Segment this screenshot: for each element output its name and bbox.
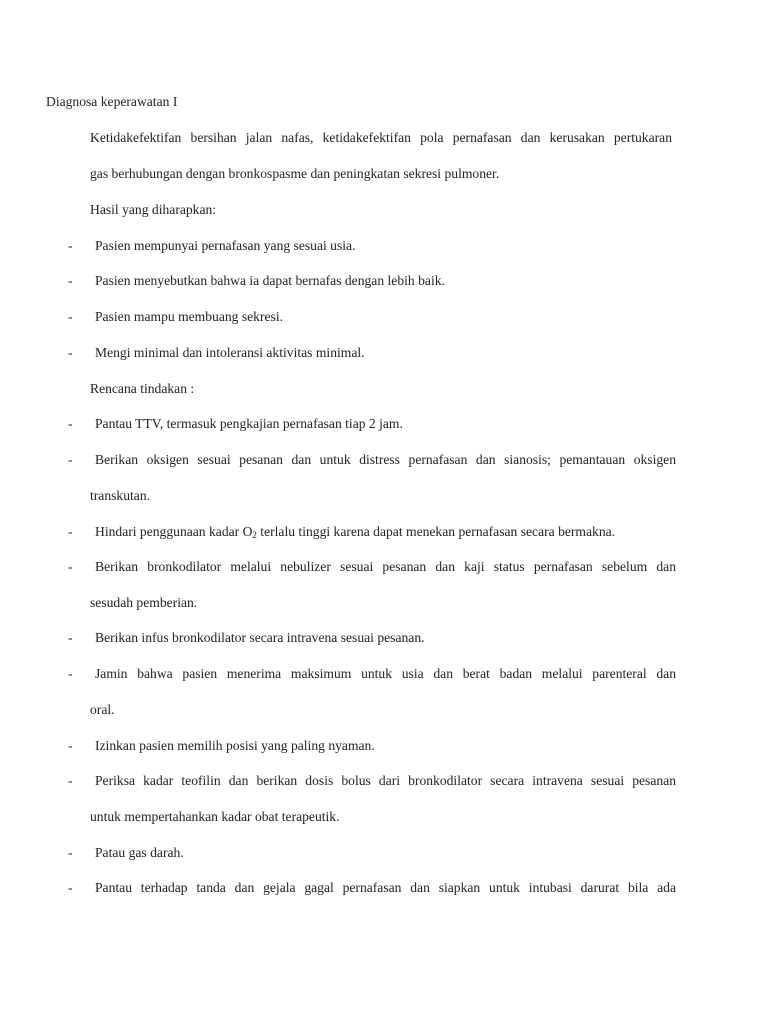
diagnosis-line-2: gas berhubungan dengan bronkospasme dan peningkatan sekresi pulmoner.	[90, 166, 500, 181]
bullet-dash: -	[68, 880, 73, 895]
outcome-item: Pasien mempunyai pernafasan yang sesuai usia.	[95, 238, 356, 253]
oxygen-subscript: 2	[252, 530, 257, 540]
plan-item	[95, 524, 615, 540]
bullet-dash: -	[68, 273, 73, 288]
bullet-dash: -	[68, 416, 73, 431]
plan-item-continuation: oral.	[90, 702, 115, 717]
plan-item: Pantau terhadap tanda dan gejala gagal pernafasan dan siapkan untuk intubasi darurat bila ada	[95, 880, 676, 895]
plan-item-text-before: Hindari penggunaan kadar O	[95, 524, 253, 539]
outcome-item: Pasien mampu membuang sekresi.	[95, 309, 284, 324]
bullet-dash: -	[68, 666, 73, 681]
plan-item: Izinkan pasien memilih posisi yang paling nyaman.	[95, 738, 375, 753]
bullet-dash: -	[68, 452, 73, 467]
plan-title: Rencana tindakan :	[90, 381, 195, 396]
outcomes-title: Hasil yang diharapkan:	[90, 202, 217, 217]
plan-item: Berikan oksigen sesuai pesanan dan untuk distress pernafasan dan sianosis; pemantauan oksigen	[95, 452, 676, 467]
plan-item: Berikan infus bronkodilator secara intravena sesuai pesanan.	[95, 630, 425, 645]
bullet-dash: -	[68, 630, 73, 645]
bullet-dash: -	[68, 845, 73, 860]
bullet-dash: -	[68, 345, 73, 360]
plan-item-continuation: sesudah pemberian.	[90, 595, 198, 610]
diagnosis-line-1: Ketidakefektifan bersihan jalan nafas, ketidakefektifan pola pernafasan dan kerusakan pertukaran	[90, 130, 672, 145]
document-heading: Diagnosa keperawatan I	[46, 94, 178, 109]
plan-item: Patau gas darah.	[95, 845, 184, 860]
bullet-dash: -	[68, 738, 73, 753]
bullet-dash: -	[68, 309, 73, 324]
plan-item: Jamin bahwa pasien menerima maksimum untuk usia dan berat badan melalui parenteral dan	[95, 666, 676, 681]
plan-item-continuation: untuk mempertahankan kadar obat terapeutik.	[90, 809, 340, 824]
outcome-item: Pasien menyebutkan bahwa ia dapat bernafas dengan lebih baik.	[95, 273, 445, 288]
plan-item-continuation: transkutan.	[90, 488, 151, 503]
plan-item: Periksa kadar teofilin dan berikan dosis bolus dari bronkodilator secara intravena sesuai pesanan	[95, 773, 676, 788]
plan-item-text-after: terlalu tinggi karena dapat menekan pernafasan secara bermakna.	[256, 524, 616, 539]
outcome-item: Mengi minimal dan intoleransi aktivitas minimal.	[95, 345, 365, 360]
plan-item: Berikan bronkodilator melalui nebulizer sesuai pesanan dan kaji status pernafasan sebelum dan	[95, 559, 676, 574]
bullet-dash: -	[68, 524, 73, 539]
bullet-dash: -	[68, 559, 73, 574]
bullet-dash: -	[68, 238, 73, 253]
bullet-dash: -	[68, 773, 73, 788]
plan-item: Pantau TTV, termasuk pengkajian pernafasan tiap 2 jam.	[95, 416, 403, 431]
